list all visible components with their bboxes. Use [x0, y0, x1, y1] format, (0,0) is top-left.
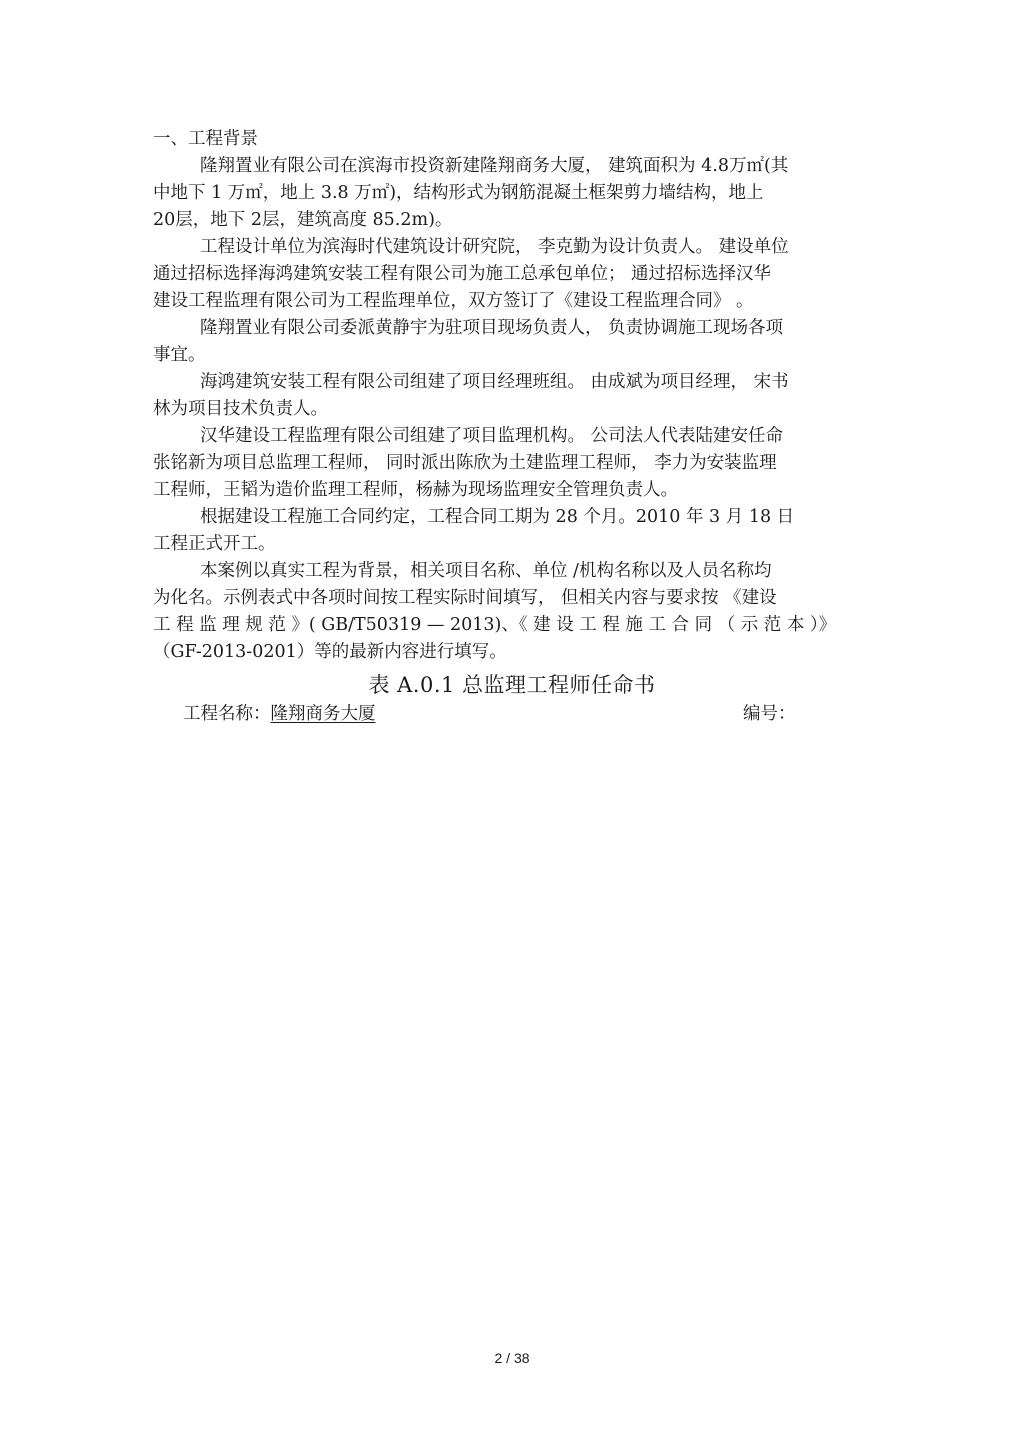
paragraph-line: 根据建设工程施工合同约定，工程合同工期为 28 个月。2010 年 3 月 18 日 [200, 507, 795, 527]
paragraph-line: 海鸿建筑安装工程有限公司组建了项目经理班组。 由成斌为项目经理， 宋书 [200, 372, 789, 392]
project-name-row [183, 700, 398, 725]
paragraph-line: 通过招标选择海鸿建筑安装工程有限公司为施工总承包单位； 通过招标选择汉华 [153, 264, 772, 284]
paragraph-line: 工程设计单位为滨海时代建筑设计研究院， 李克勤为设计负责人。 建设单位 [200, 237, 789, 257]
paragraph-line: 建设工程监理有限公司为工程监理单位，双方签订了《建设工程监理合同》 。 [153, 291, 754, 311]
paragraph-line: 中地下 1 万㎡，地上 3.8 万㎡)，结构形式为钢筋混凝土框架剪力墙结构，地上 [153, 183, 764, 203]
paragraph-line: 张铭新为项目总监理工程师， 同时派出陈欣为土建监理工程师， 李力为安装监理 [153, 453, 777, 473]
paragraph-line: 事宜。 [153, 345, 206, 365]
paragraph-line: 汉华建设工程监理有限公司组建了项目监理机构。 公司法人代表陆建安任命 [200, 426, 784, 446]
page-number: 2 / 38 [494, 1350, 530, 1366]
paragraph-line: （GF-2013-0201）等的最新内容进行填写。 [153, 642, 507, 662]
number-label: 编号： [743, 704, 796, 724]
paragraph-line: 本案例以真实工程为背景，相关项目名称、单位 /机构名称以及人员名称均 [200, 561, 772, 581]
paragraph-line: 林为项目技术负责人。 [153, 399, 328, 419]
project-name-label: 工程名称： [183, 704, 271, 724]
paragraph-line: 工 程 监 理 规 范 》( GB/T50319 — 2013)、《 建 设 工 程 施 工 合 同 （ 示 范 本 ）》 [153, 615, 837, 635]
paragraph-line: 工程正式开工。 [153, 534, 276, 554]
paragraph-line: 为化名。示例表式中各项时间按工程实际时间填写， 但相关内容与要求按 《建设 [153, 588, 777, 608]
project-name-value: 隆翔商务大厦 [270, 704, 376, 724]
paragraph-line: 隆翔置业有限公司委派黄静宇为驻项目现场负责人， 负责协调施工现场各项 [200, 318, 784, 338]
paragraph-line: 隆翔置业有限公司在滨海市投资新建隆翔商务大厦， 建筑面积为 4.8万㎡(其 [200, 156, 789, 176]
paragraph-line: 20层，地下 2层，建筑高度 85.2m)。 [153, 210, 453, 230]
table-title: 表 A.0.1 总监理工程师任命书 [368, 673, 656, 697]
paragraph-line: 工程师，王韬为造价监理工程师，杨赫为现场监理安全管理负责人。 [153, 480, 678, 500]
section-heading: 一、工程背景 [153, 129, 258, 149]
